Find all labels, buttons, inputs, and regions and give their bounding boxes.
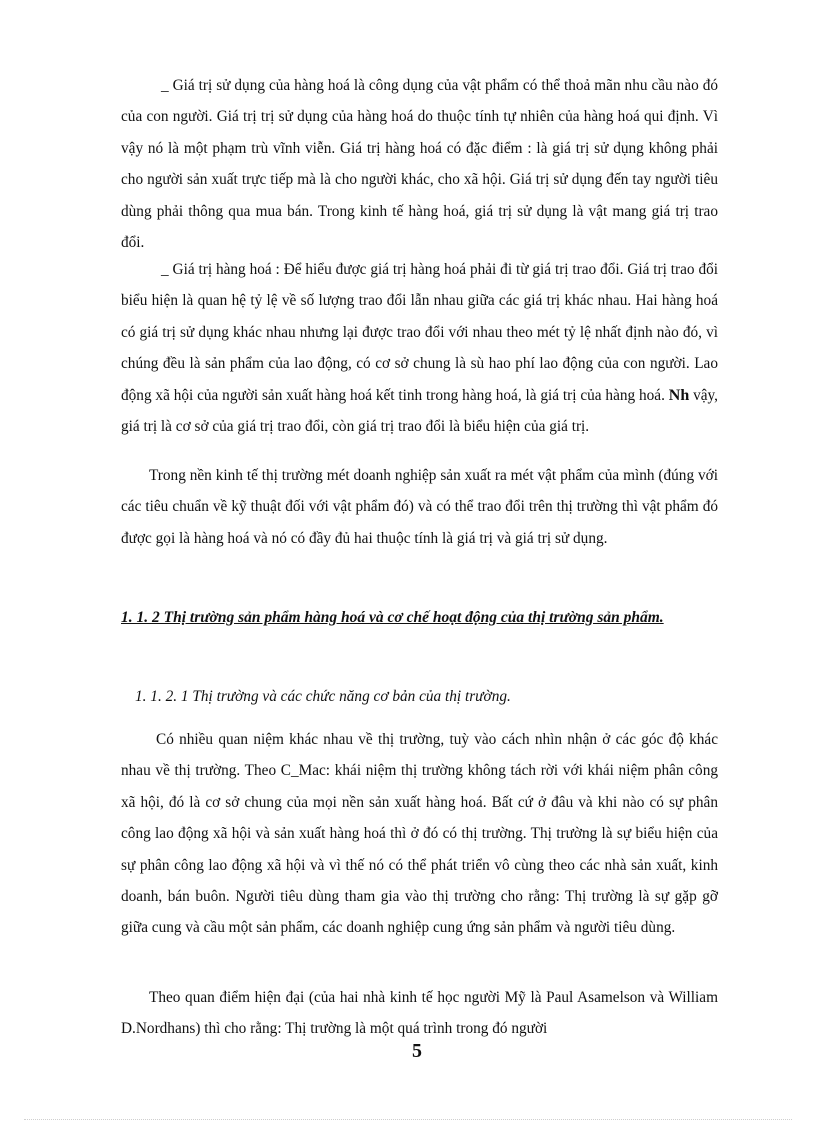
paragraph-text: _ Giá trị hàng hoá : Để hiểu được giá trị hàng hoá phải đi từ giá trị trao đổi. Giá trị trao đổi biểu hiện là quan hệ tỷ lệ về số lượng trao đổi lẫn nhau giữa các giá trị khác nhau. Hai hàng hoá có giá trị sử dụng khác nhau nhưng lại được trao đổi với nhau theo mét tỷ lệ nhất định nào đó, vì chúng đều là sản phẩm của lao động, có cơ sở chung là sù hao phí lao động của con người. Lao động xã hội của người sản xuất hàng hoá kết tinh trong hàng hoá, là giá trị của hàng hoá. — [121, 261, 718, 404]
bold-fragment: Nh — [668, 386, 690, 404]
paragraph-market-concepts: Có nhiều quan niệm khác nhau về thị trường, tuỳ vào cách nhìn nhận ở các góc độ khác nhau về thị trường. Theo C_Mac: khái niệm thị trường không tách rời với khái niệm phân công xã hội, đó là cơ sở chung của mọi nền sản xuất hàng hoá. Bất cứ ở đâu và khi nào có sự phân công lao động xã hội và sản xuất hàng hoá thì ở đó có thị trường. Thị trường là sự biểu hiện của sự phân công lao động xã hội và vì thế nó có thể phát triển vô cùng theo các nhà sản xuất, kinh doanh, bán buôn. Người tiêu dùng tham gia vào thị trường cho rằng: Thị trường là sự gặp gỡ giữa cung và cầu một sản phẩm, các doanh nghiệp cung ứng sản phẩm và người tiêu dùng. — [121, 731, 718, 937]
section-heading: 1. 1. 2 Thị trường sản phẩm hàng hoá và cơ chế hoạt động của thị trường sản phẩm. — [121, 609, 664, 626]
page-bottom-divider — [24, 1119, 792, 1120]
page-number: 5 — [412, 1040, 422, 1062]
paragraph-modern-view: Theo quan điểm hiện đại (của hai nhà kinh tế học người Mỹ là Paul Asamelson và William D.Nordhans) thì cho rằng: Thị trường là một quá trình trong đó người — [121, 989, 718, 1037]
paragraph-text: vậy, giá trị là cơ sở của giá trị trao đổi, còn giá trị trao đổi là biểu hiện của giá trị. — [121, 386, 719, 436]
subsection-heading: 1. 1. 2. 1 Thị trường và các chức năng cơ bản của thị trường. — [135, 688, 511, 705]
paragraph-commodity-value — [121, 254, 718, 442]
paragraph-use-value: _ Giá trị sử dụng của hàng hoá là công dụng của vật phẩm có thể thoả mãn nhu cầu nào đó của con người. Giá trị trị sử dụng của hàng hoá do thuộc tính tự nhiên của hàng hoá qui định. Vì vậy nó là một phạm trù vĩnh viễn. Giá trị hàng hoá có đặc điểm : là giá trị sử dụng không phải cho người sản xuất trực tiếp mà là cho người khác, cho xã hội. Giá trị sử dụng đến tay người tiêu dùng phải thông qua mua bán. Trong kinh tế hàng hoá, giá trị sử dụng là vật mang giá trị trao đổi. — [121, 77, 718, 252]
paragraph-market-economy: Trong nền kinh tế thị trường mét doanh nghiệp sản xuất ra mét vật phẩm của mình (đúng với các tiêu chuẩn về kỹ thuật đối với vật phẩm đó) và có thể trao đổi trên thị trường thì vật phẩm đó được gọi là hàng hoá và nó có đầy đủ hai thuộc tính là giá trị và giá trị sử dụng. — [121, 467, 718, 547]
